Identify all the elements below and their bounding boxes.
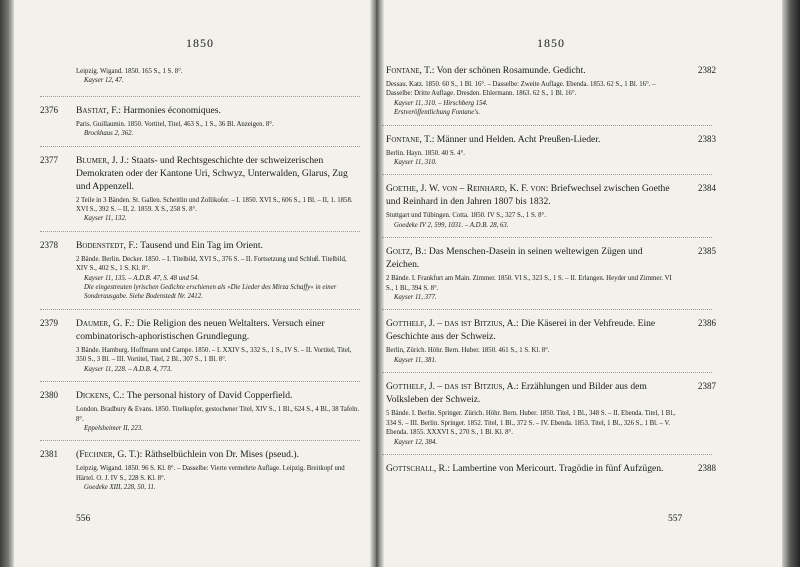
entry-description: Berlin, Zürich. Höhr. Bern. Huber. 1850. 461 S., 1 S. Kl. 8°. bbox=[386, 347, 550, 355]
entry-description: Leipzig. Wigand. 1850. 165 S., 1 S. 8°. bbox=[76, 68, 183, 75]
entry-number: 2380 bbox=[40, 390, 58, 401]
entry-title-text: Von der schönen Rosamunde. Gedicht. bbox=[434, 65, 586, 76]
entry-body bbox=[386, 317, 676, 365]
book-gutter bbox=[370, 0, 384, 567]
entry-number: 2387 bbox=[698, 381, 716, 392]
entry-title-text: Briefwechsel zwischen Goethe und Reinhard in den Jahren 1807 bis 1832. bbox=[386, 183, 670, 208]
entry-title bbox=[76, 239, 360, 252]
entry-title-text: The personal history of David Copperfield. bbox=[124, 390, 293, 402]
entry-body bbox=[76, 239, 360, 302]
entry-title-text: Das Menschen-Dasein in seinen weltewigen Zügen und Zeichen. bbox=[386, 246, 643, 271]
entry-reference-note: Goedeke IV 2, 599, 1031. – A.D.B. 28, 63. bbox=[394, 221, 509, 229]
page-year-header: 1850 bbox=[186, 36, 214, 50]
entry-title-text: Staats- und Rechtsgeschichte der schweizerischen Demokraten oder der Kantone Uri, Schwyz, Unterwalden, Glarus, Zug und Appenzell. bbox=[76, 154, 348, 192]
entry-title bbox=[76, 389, 360, 402]
entry-reference-note: Eppelsheimer II, 223. bbox=[84, 424, 143, 432]
entry-title bbox=[386, 245, 676, 271]
entry-title bbox=[386, 317, 676, 343]
entry-separator bbox=[40, 231, 360, 232]
entry-body bbox=[386, 133, 676, 168]
entry-author: Goltz, B.: bbox=[386, 246, 427, 258]
page-number: 557 bbox=[668, 514, 683, 524]
entry-separator bbox=[382, 125, 712, 126]
entry-body bbox=[76, 104, 360, 139]
entry-description: 2 Bände. I. Frankfurt am Main. Zimmer. 1850. VI S., 323 S., 1 S. – II. Erlangen. Heyder und Zimmer. VI S., 1 Bl., 394 S. 8°. bbox=[386, 275, 672, 292]
bibliography-entry bbox=[386, 462, 716, 475]
entry-number: 2376 bbox=[40, 104, 58, 115]
entry-title bbox=[76, 104, 360, 117]
entry-title bbox=[386, 133, 676, 146]
entry-separator bbox=[40, 96, 360, 97]
entry-number: 2378 bbox=[40, 239, 58, 250]
page-number: 556 bbox=[76, 514, 91, 524]
entry-body bbox=[76, 154, 360, 224]
entry-reference-note: Kayser 11, 135. – A.D.B. 47, S. 48 und 54. bbox=[84, 274, 200, 282]
entry-title bbox=[386, 380, 676, 406]
entry-list bbox=[386, 64, 716, 482]
entry-author: Blumer, J. J.: bbox=[76, 154, 130, 166]
left-page-edge bbox=[0, 0, 14, 567]
entry-title bbox=[386, 462, 676, 475]
entry-title bbox=[76, 154, 360, 193]
entry-title-text: Räthselbüchlein von Dr. Mises (pseud.). bbox=[142, 449, 299, 461]
entry-description: Paris. Guillaumin. 1850. Vortitel, Titel, 463 S., 1 S., 36 Bl. Anzeigen. 8°. bbox=[76, 120, 274, 128]
bibliography-entry bbox=[40, 239, 360, 302]
entry-number: 2384 bbox=[698, 183, 716, 194]
entry-author: Gotthelf, J. – das ist Bitzius, A.: bbox=[386, 318, 519, 330]
entry-number: 2377 bbox=[40, 154, 58, 165]
entry-number: 2381 bbox=[40, 449, 58, 460]
entry-description: London. Bradbury & Evans. 1850. Titelkupfer, gestochener Titel, XIV S., 1 Bl., 624 S., 4 Bl., 38 Tafeln. 8°. bbox=[76, 406, 360, 423]
entry-description: 5 Bände. I. Berlin. Springer. Zürich. Höhr. Bern. Huber. 1850. Titel, 1 Bl., 348 S. – II. Ebenda. Titel, 1 Bl., 334 S. – III. Berlin. Springer. 1852. Titel, 1 Bl., 372 S. – IV. Ebenda. 1853. Titel, 1 Bl., 326 S., 1 Bl. – V. Ebenda. 1855. XXXVI S., 270 S., 1 Bl. Kl. 8°. bbox=[386, 410, 676, 437]
entry-separator bbox=[40, 146, 360, 147]
entry-separator bbox=[40, 309, 360, 310]
right-page bbox=[386, 0, 716, 567]
page-year-header: 1850 bbox=[537, 36, 565, 50]
bibliography-entry bbox=[40, 104, 360, 139]
entry-reference-note: Kayser 11, 377. bbox=[394, 294, 437, 302]
bibliography-entry bbox=[386, 317, 716, 365]
entry-body bbox=[386, 64, 676, 118]
entry-number: 2388 bbox=[698, 462, 716, 473]
entry-author: Goethe, J. W. von – Reinhard, K. F. von: bbox=[386, 183, 549, 195]
entry-description: 3 Bände. Hamburg. Hoffmann und Campe. 1850. – I. XXIV S., 332 S., 1 S., IV S. – II. Vortitel, Titel, 350 S., 3 Bl. – III. Vortitel, Titel, 2 Bl., 307 S., 1 Bl. 8°. bbox=[76, 346, 352, 364]
entry-author: Dickens, C.: bbox=[76, 390, 125, 402]
entry-number: 2386 bbox=[698, 318, 716, 329]
entry-reference-note: Kayser 11, 228. – A.D.B. 4, 773. bbox=[84, 365, 172, 373]
entry-reference-note: Kayser 12, 47. bbox=[84, 77, 124, 85]
entry-reference-note: Kayser 11, 310. – Hirschberg 154. bbox=[394, 99, 488, 107]
bibliography-entry bbox=[386, 64, 716, 118]
entry-title bbox=[386, 182, 676, 208]
entry-title bbox=[76, 448, 360, 461]
entry-separator bbox=[382, 309, 712, 310]
right-page-edge bbox=[782, 0, 800, 567]
bibliography-entry bbox=[40, 67, 360, 86]
entry-author: Fontane, T.: bbox=[386, 65, 435, 76]
entry-reference-note: Kayser 12, 384. bbox=[394, 438, 438, 446]
bibliography-entry bbox=[386, 380, 716, 447]
entry-reference-note: Kayser 11, 132. bbox=[84, 215, 127, 223]
entry-reference-note: Goedeke XIII, 228, 50, 11. bbox=[84, 484, 156, 492]
left-page bbox=[40, 0, 360, 567]
bibliography-entry bbox=[40, 448, 360, 492]
entry-number: 2379 bbox=[40, 317, 58, 328]
entry-description: 2 Bände. Berlin. Decker. 1850. – I. Titelbild, XVI S., 376 S. – II. Fortsetzung und Schluß. Titelbild, XIV S., 402 S., 1 S. Kl. 8°. bbox=[76, 255, 347, 273]
entry-description: Stuttgart und Tübingen. Cotta. 1850. IV S., 327 S., 1 S. 8°. bbox=[386, 212, 546, 220]
entry-separator bbox=[382, 174, 712, 175]
bibliography-entry bbox=[40, 317, 360, 374]
entry-author: (Fechner, G. T.): bbox=[76, 449, 143, 461]
entry-reference-note: Brockhaus 2, 362. bbox=[84, 130, 134, 138]
entry-author: Bastiat, F.: bbox=[76, 104, 121, 116]
entry-body bbox=[76, 67, 360, 86]
entry-number: 2383 bbox=[698, 133, 716, 144]
entry-list bbox=[40, 64, 360, 500]
entry-title-text: Lambertine von Mericourt. Tragödie in fünf Aufzügen. bbox=[450, 462, 664, 474]
entry-body bbox=[76, 448, 360, 492]
entry-body bbox=[76, 317, 360, 374]
entry-separator bbox=[40, 440, 360, 441]
entry-separator bbox=[40, 381, 360, 382]
entry-reference-note: Erstveröffentlichung Fontane's. bbox=[394, 109, 481, 117]
entry-separator bbox=[382, 372, 712, 373]
entry-author: Fontane, T.: bbox=[386, 133, 435, 145]
entry-description: Dessau. Katz. 1850. 60 S., 1 Bl. 16°. – Dasselbe: Zweite Auflage. Ebenda. 1853. 62 S., 1 Bl. 16°. – Dasselbe: Dritte Auflage. Dresden. Ehlermann. 1863. 62 S., 1 Bl. 16°. bbox=[386, 81, 656, 98]
entry-title-text: Männer und Helden. Acht Preußen-Lieder. bbox=[434, 133, 601, 145]
entry-title bbox=[386, 64, 676, 77]
entry-separator bbox=[382, 454, 712, 455]
bibliography-entry bbox=[40, 389, 360, 433]
entry-title-text: Die Käserei in der Vehfreude. Eine Geschichte aus der Schweiz. bbox=[386, 318, 656, 343]
bibliography-entry bbox=[386, 245, 716, 302]
entry-author: Daumer, G. F.: bbox=[76, 317, 135, 329]
entry-description: 2 Teile in 3 Bänden. St. Gallen. Scheitlin und Zollikofer. – I. 1850. XVI S., 606 S., 1 Bl. – II, 1. 1858. XVI S., 392 S. – II, 2. 1859. X S., 258 S. 8°. bbox=[76, 196, 353, 214]
entry-body bbox=[386, 462, 676, 475]
entry-author: Gottschall, R.: bbox=[386, 462, 451, 474]
bibliography-entry bbox=[386, 182, 716, 230]
entry-separator bbox=[382, 237, 712, 238]
entry-author: Gotthelf, J. – das ist Bitzius, A.: bbox=[386, 381, 519, 393]
entry-body bbox=[386, 245, 676, 302]
entry-author: Bodenstedt, F.: bbox=[76, 239, 139, 251]
bibliography-entry bbox=[40, 154, 360, 224]
entry-number: 2385 bbox=[698, 246, 716, 257]
entry-description: Leipzig. Wigand. 1850. 96 S. Kl. 8°. – Dasselbe: Vierte vermehrte Auflage. Leipzig. Breitkopf und Härtel. O. J. IV S., 228 S. Kl. 8°. bbox=[76, 465, 345, 482]
entry-reference-note: Kayser 11, 381. bbox=[394, 356, 437, 364]
entry-number: 2382 bbox=[698, 65, 716, 75]
entry-reference-note: Die eingestreuten lyrischen Gedichte erschienen als »Die Lieder des Mirza Schaffy« in einer Sonderausgabe. Siehe Bodenstedt Nr. 2412. bbox=[84, 284, 337, 301]
entry-body bbox=[386, 182, 676, 230]
entry-title bbox=[76, 317, 360, 343]
entry-body bbox=[386, 380, 676, 447]
entry-title-text: Erzählungen und Bilder aus dem Volksleben der Schweiz. bbox=[386, 381, 647, 406]
entry-title-text: Die Religion des neuen Weltalters. Versuch einer combinatorisch-aphoristischen Grundlegung. bbox=[76, 317, 325, 342]
bibliography-entry bbox=[386, 133, 716, 168]
entry-title-text: Tausend und Ein Tag im Orient. bbox=[138, 239, 263, 251]
entry-title-text: Harmonies économiques. bbox=[120, 104, 221, 116]
entry-reference-note: Kayser 11, 310. bbox=[394, 159, 437, 167]
entry-body bbox=[76, 389, 360, 433]
entry-description: Berlin. Hayn. 1850. 40 S. 4°. bbox=[386, 149, 465, 157]
